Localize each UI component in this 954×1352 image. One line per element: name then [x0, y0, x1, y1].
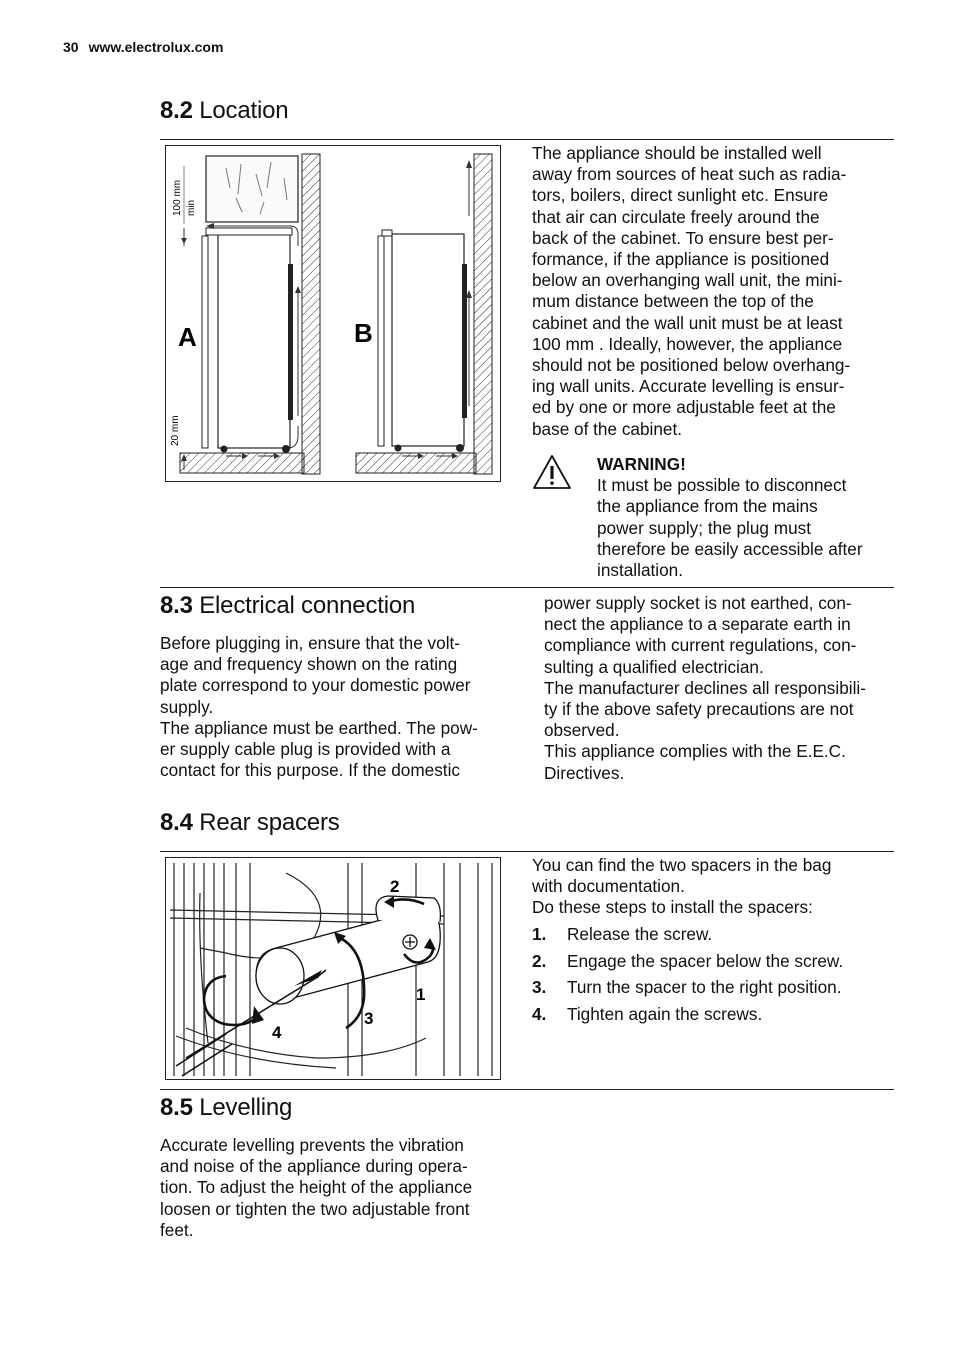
step-text: Engage the spacer below the screw.	[567, 950, 844, 971]
text-line: This appliance complies with the E.E.C.	[544, 741, 846, 762]
text-line: tion. To adjust the height of the appliance	[160, 1177, 473, 1198]
spacers-figure	[165, 857, 501, 1080]
text-line: contact for this purpose. If the domestic	[160, 760, 460, 781]
text-line: and noise of the appliance during opera-	[160, 1156, 468, 1177]
step-number: 3.	[532, 977, 547, 997]
list-item	[532, 1004, 843, 1031]
text-line: should not be positioned below overhang-	[532, 355, 851, 376]
text-line: age and frequency shown on the rating	[160, 654, 458, 675]
list-item	[532, 924, 843, 951]
warning-line: therefore be easily accessible after	[597, 538, 863, 559]
warning-block	[597, 454, 863, 581]
text-line: sulting a qualified electrician.	[544, 656, 764, 677]
text-line: below an overhanging wall unit, the mini-	[532, 270, 843, 291]
section-number: 8.2	[160, 97, 193, 124]
text-line: power supply socket is not earthed, con-	[544, 593, 852, 613]
dim-label-bottom: 20 mm	[170, 415, 181, 446]
warning-line: installation.	[597, 560, 683, 581]
text-line: cabinet and the wall unit must be at least	[532, 312, 843, 333]
location-figure	[165, 145, 501, 482]
section-number: 8.5	[160, 1094, 193, 1121]
spacers-steps	[532, 924, 843, 1030]
text-line: mum distance between the top of the	[532, 291, 814, 312]
text-line: The appliance must be earthed. The pow-	[160, 717, 478, 738]
electrical-paragraph-right	[544, 593, 866, 784]
text-line: compliance with current regulations, con-	[544, 635, 857, 656]
text-line: back of the cabinet. To ensure best per-	[532, 227, 834, 248]
text-line: that air can circulate freely around the	[532, 206, 820, 227]
text-line: plate correspond to your domestic power	[160, 675, 471, 696]
text-line: 100 mm . Ideally, however, the appliance	[532, 333, 843, 354]
step-number: 2.	[532, 950, 547, 971]
spacers-intro	[532, 855, 831, 919]
text-line: ing wall units. Accurate levelling is ensur-	[532, 376, 845, 397]
text-line: You can find the two spacers in the bag	[532, 855, 832, 875]
text-line: tors, boilers, direct sunlight etc. Ensure	[532, 185, 829, 206]
text-line: nect the appliance to a separate earth in	[544, 614, 851, 635]
section-number: 8.4	[160, 809, 193, 836]
text-line: ed by one or more adjustable feet at the	[532, 397, 836, 418]
figure-label-b: B	[354, 318, 373, 348]
section-divider	[160, 139, 894, 140]
page-number: 30	[63, 39, 79, 55]
text-line: observed.	[544, 720, 620, 741]
text-line: feet.	[160, 1219, 194, 1240]
callout-1: 1	[416, 985, 426, 1004]
section-title-electrical	[160, 592, 415, 620]
section-title-text: Levelling	[199, 1094, 293, 1121]
callout-4: 4	[272, 1023, 282, 1042]
text-line: loosen or tighten the two adjustable front	[160, 1198, 470, 1219]
warning-line: It must be possible to disconnect	[597, 475, 847, 496]
text-line: er supply cable plug is provided with a	[160, 739, 451, 760]
warning-line: power supply; the plug must	[597, 517, 812, 538]
section-title-location	[160, 97, 288, 125]
section-divider	[160, 1089, 894, 1090]
step-number: 1.	[532, 924, 547, 944]
section-title-text: Location	[199, 97, 289, 124]
text-line: formance, if the appliance is positioned	[532, 249, 830, 270]
figure-label-a: A	[178, 322, 197, 352]
diagram-b	[354, 154, 492, 474]
website-link[interactable]: www.electrolux.com	[88, 39, 224, 55]
step-text: Release the screw.	[567, 924, 713, 944]
warning-title: WARNING!	[597, 454, 686, 474]
dim-label-top-min: min	[186, 199, 197, 216]
step-number: 4.	[532, 1003, 547, 1024]
section-divider	[160, 851, 894, 852]
section-title-text: Rear spacers	[199, 809, 340, 836]
text-line: away from sources of heat such as radia-	[532, 164, 847, 185]
step-text: Turn the spacer to the right position.	[567, 977, 842, 997]
text-line: Accurate levelling prevents the vibration	[160, 1135, 464, 1155]
levelling-paragraph	[160, 1135, 472, 1241]
section-divider	[160, 587, 894, 588]
text-line: Directives.	[544, 762, 625, 783]
list-item	[532, 951, 843, 978]
list-item	[532, 977, 843, 1004]
text-line: supply.	[160, 696, 214, 717]
section-title-spacers	[160, 809, 340, 837]
diagram-a	[170, 154, 320, 474]
text-line: Do these steps to install the spacers:	[532, 897, 813, 918]
callout-2: 2	[390, 877, 400, 896]
text-line: The appliance should be installed well	[532, 143, 822, 163]
dim-label-top: 100 mm	[172, 179, 183, 216]
text-line: ty if the above safety precautions are not	[544, 699, 854, 720]
text-line: with documentation.	[532, 876, 685, 897]
section-title-text: Electrical connection	[199, 592, 416, 619]
step-text: Tighten again the screws.	[567, 1003, 763, 1024]
text-line: base of the cabinet.	[532, 418, 683, 439]
page-header	[63, 39, 223, 55]
warning-line: the appliance from the mains	[597, 496, 818, 517]
text-line: The manufacturer declines all responsibili-	[544, 677, 866, 698]
text-line: Before plugging in, ensure that the volt-	[160, 633, 461, 653]
callout-3: 3	[364, 1009, 374, 1028]
electrical-paragraph-left	[160, 633, 478, 781]
section-title-levelling	[160, 1094, 292, 1122]
section-number: 8.3	[160, 592, 193, 619]
location-paragraph	[532, 143, 850, 440]
warning-icon	[532, 454, 572, 490]
